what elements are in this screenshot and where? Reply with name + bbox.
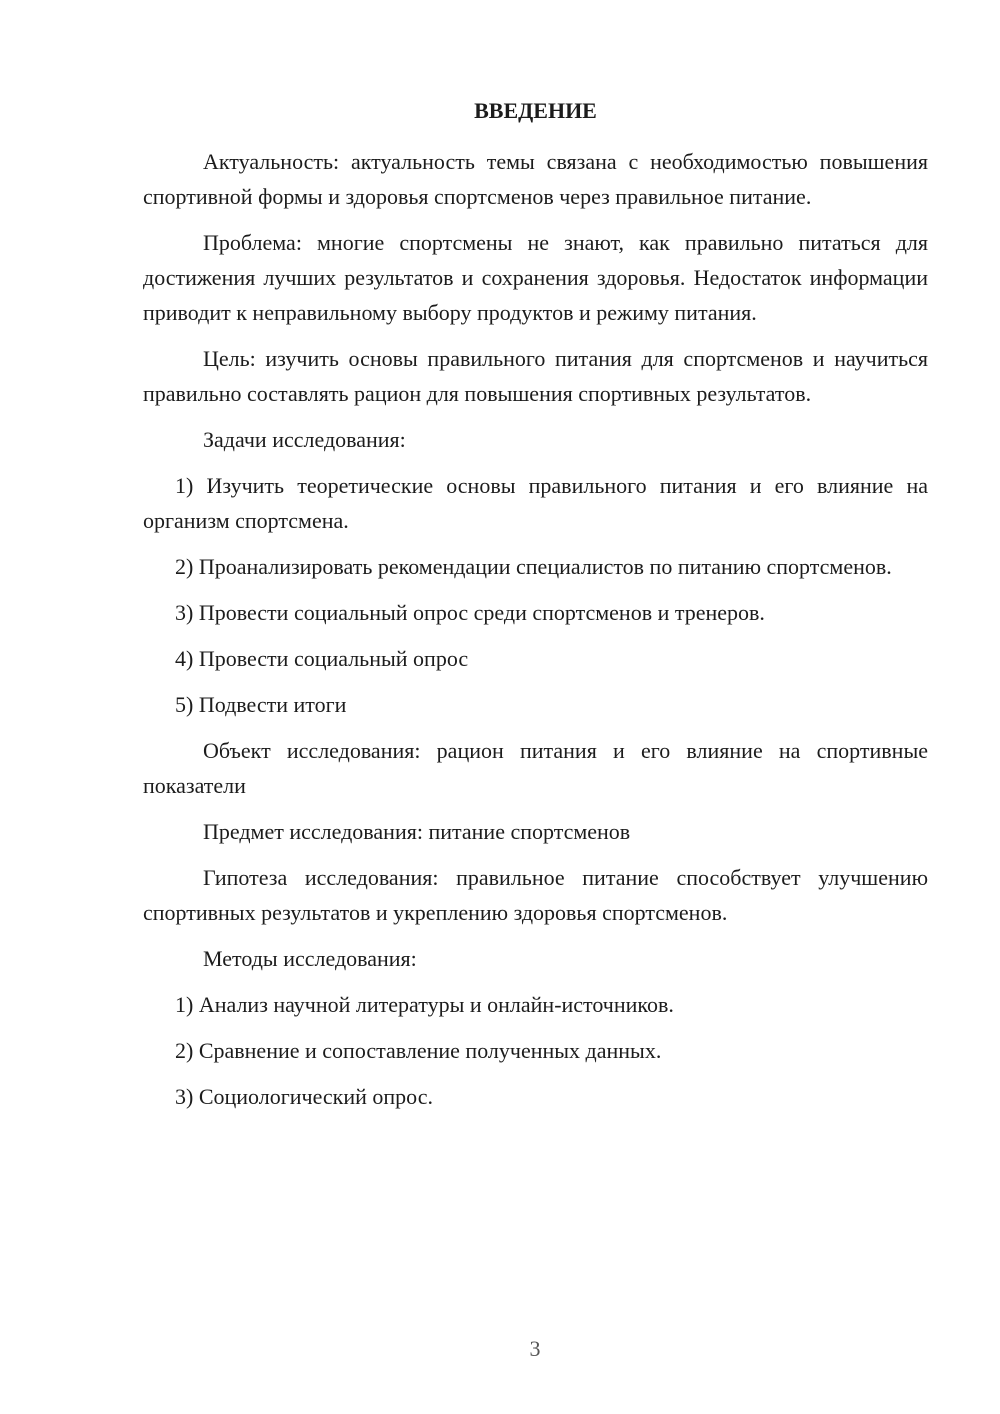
method-item: 1) Анализ научной литературы и онлайн-источников. [175, 992, 674, 1017]
hypothesis-paragraph: Гипотеза исследования: правильное питание способствует улучшению спортивных результатов и укреплению здоровья спортсменов. [143, 865, 928, 925]
task-item: 2) Проанализировать рекомендации специалистов по питанию спортсменов. [175, 554, 892, 579]
task-item: 1) Изучить теоретические основы правильного питания и его влияние на организм спортсмена. [143, 473, 928, 533]
method-item: 2) Сравнение и сопоставление полученных данных. [175, 1038, 662, 1063]
methods-heading: Методы исследования: [203, 946, 417, 971]
object-paragraph: Объект исследования: рацион питания и его влияние на спортивные показатели [143, 738, 928, 798]
goal-paragraph: Цель: изучить основы правильного питания для спортсменов и научиться правильно составлять рацион для повышения спортивных результатов. [143, 346, 928, 406]
subject-paragraph: Предмет исследования: питание спортсменов [203, 819, 631, 844]
page-number: 3 [529, 1336, 541, 1361]
tasks-heading: Задачи исследования: [203, 427, 406, 452]
section-title: ВВЕДЕНИЕ [474, 98, 597, 123]
method-item: 3) Социологический опрос. [175, 1084, 433, 1109]
task-item: 3) Провести социальный опрос среди спортсменов и тренеров. [175, 600, 765, 625]
task-item: 4) Провести социальный опрос [175, 646, 469, 671]
relevance-paragraph: Актуальность: актуальность темы связана с необходимостью повышения спортивной формы и здоровья спортсменов через правильное питание. [143, 149, 928, 209]
task-item: 5) Подвести итоги [175, 692, 347, 717]
page-content [143, 96, 928, 1125]
problem-paragraph: Проблема: многие спортсмены не знают, как правильно питаться для достижения лучших результатов и сохранения здоровья. Недостаток информации приводит к неправильному выбору продуктов и режиму питания. [143, 230, 928, 325]
